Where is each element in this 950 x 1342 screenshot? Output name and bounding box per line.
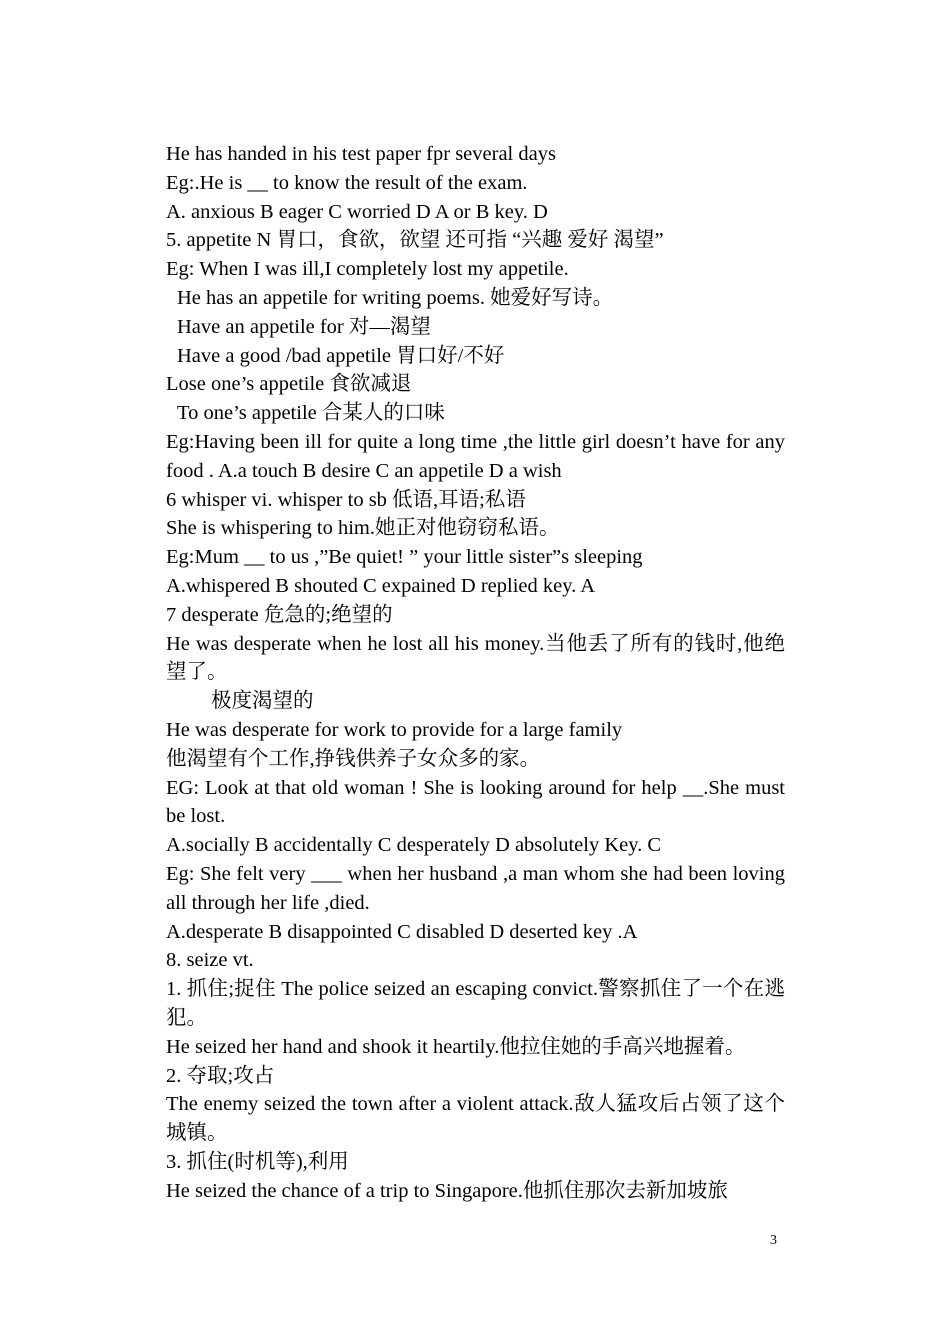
text-line: She is whispering to him.她正对他窃窃私语。	[166, 517, 560, 540]
text-paragraph: EG: Look at that old woman ! She is looking around for help __.She must be lost.	[166, 776, 785, 828]
text-paragraph: The enemy seized the town after a violent attack.敌人猛攻后占领了这个城镇。	[166, 1093, 785, 1145]
text-line: He has handed in his test paper fpr several days	[166, 143, 556, 165]
text-line: He seized her hand and shook it heartily.他拉住她的手高兴地握着。	[166, 1035, 746, 1058]
text-line: Have an appetile for 对—渴望	[177, 315, 431, 338]
text-line: To one’s appetile 合某人的口味	[177, 402, 445, 425]
document-body	[166, 140, 785, 1205]
text-line: He has an appetile for writing poems. 她爱好写诗。	[177, 286, 614, 309]
text-paragraph: Eg: She felt very ___ when her husband ,a man whom she had been loving all through her life ,died.	[166, 862, 785, 914]
text-line: Eg:.He is __ to know the result of the exam.	[166, 171, 528, 194]
text-paragraph: He was desperate when he lost all his money.当他丢了所有的钱时,他绝望了。	[166, 632, 785, 684]
text-line: 8. seize vt.	[166, 949, 254, 972]
page-number: 3	[770, 1233, 777, 1248]
text-line: 7 desperate 危急的;绝望的	[166, 603, 393, 626]
text-line: Lose one’s appetile 食欲减退	[166, 373, 412, 396]
text-line: Eg:Mum __ to us ,”Be quiet! ” your little sister”s sleeping	[166, 546, 643, 569]
text-line: 他渴望有个工作,挣钱供养子女众多的家。	[166, 747, 541, 770]
text-line: Eg: When I was ill,I completely lost my appetile.	[166, 258, 569, 281]
text-line: 3. 抓住(时机等),利用	[166, 1150, 349, 1173]
text-line: 5. appetite N 胃口，食欲，欲望 还可指 “兴趣 爱好 渴望”	[166, 229, 664, 252]
text-paragraph: Eg:Having been ill for quite a long time ,the little girl doesn’t have for any food . A.a touch B desire C an appetile D a wish	[166, 430, 785, 482]
text-line: A.whispered B shouted C expained D replied key. A	[166, 574, 596, 597]
text-line: He seized the chance of a trip to Singapore.他抓住那次去新加坡旅	[166, 1179, 728, 1202]
text-line: 6 whisper vi. whisper to sb 低语,耳语;私语	[166, 488, 526, 511]
text-line: A.socially B accidentally C desperately D absolutely Key. C	[166, 834, 662, 857]
text-line: A. anxious B eager C worried D A or B key. D	[166, 200, 548, 223]
text-line: A.desperate B disappointed C disabled D deserted key .A	[166, 920, 638, 943]
text-line: Have a good /bad appetile 胃口好/不好	[177, 344, 505, 367]
text-line: 2. 夺取;攻占	[166, 1064, 275, 1087]
text-line: 极度渴望的	[211, 690, 314, 713]
text-paragraph: 1. 抓住;捉住 The police seized an escaping convict.警察抓住了一个在逃犯。	[166, 978, 785, 1029]
text-line: He was desperate for work to provide for a large family	[166, 718, 623, 741]
